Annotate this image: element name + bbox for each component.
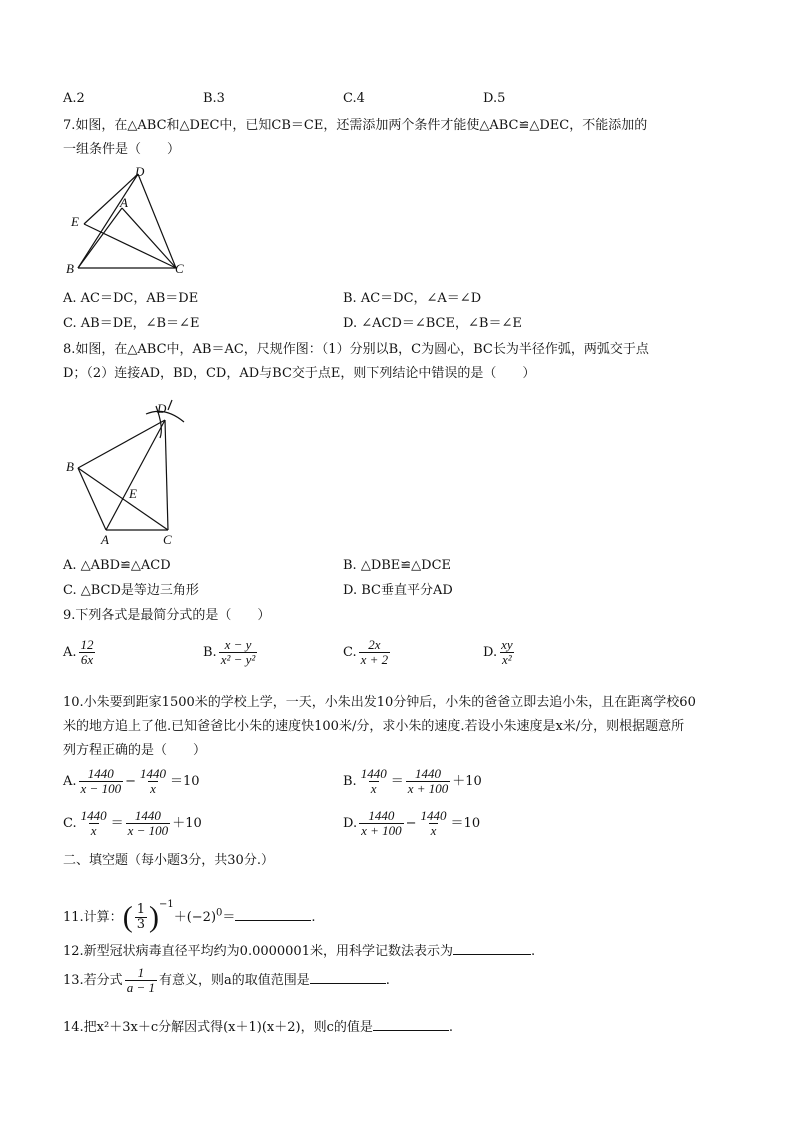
q14: 14.把x²＋3x＋c分解因式得(x＋1)(x＋2)，则c的值是 . [63, 1016, 453, 1037]
q8-option-a: A. △ABD≌△ACD [63, 558, 171, 573]
q8-label-a: A [101, 532, 109, 547]
q7-label-c: C [175, 261, 184, 276]
q9-option-c: C. $\frac{2x}{x + 2}$ [343, 637, 389, 667]
q7-label-d: D [135, 164, 145, 179]
q8-label-d: D [157, 401, 167, 416]
q8-label-b: B [66, 459, 74, 474]
q7-option-d: D. ∠ACD＝∠BCE，∠B＝∠E [343, 316, 522, 331]
q10-stem-line1: 10.小朱要到距家1500米的学校上学，一天，小朱出发10分钟后，小朱的爸爸立即去追小朱，且在距离学校60 [63, 695, 696, 710]
q6-option-d: D.5 [483, 91, 506, 106]
q13: 13.若分式 $\frac{1}{a - 1}$ 有意义，则a的取值范围是 . [63, 965, 390, 995]
q7-label-e: E [71, 214, 79, 229]
q7-option-a: A. AC＝DC，AB＝DE [63, 291, 199, 306]
q9-option-a: A. $\frac{12}{6x}$ [63, 637, 94, 667]
q8-figure [60, 392, 190, 547]
q10-stem-line3: 列方程正确的是（ ） [63, 743, 207, 758]
q9-option-d: D. $\frac{xy}{\text{x²}}$ [483, 637, 513, 667]
q10-option-c: C. $\frac{1440}{x}$ ＝ $\frac{1440}{x - 100}$ ＋10 [63, 808, 202, 838]
q7-label-b: B [66, 261, 74, 276]
q8-stem-line2: D；（2）连接AD，BD，CD，AD与BC交于点E，则下列结论中错误的是（ ） [63, 366, 536, 381]
q7-stem-line1: 7.如图，在△ABC和△DEC中，已知CB＝CE，还需添加两个条件才能使△ABC≌△DEC，不能添加的 [63, 118, 648, 133]
q7-figure [60, 162, 200, 282]
q7-option-c: C. AB＝DE，∠B＝∠E [63, 316, 200, 331]
q7-stem-line2: 一组条件是（ ） [63, 142, 181, 157]
q10-stem-line2: 米的地方追上了他.已知爸爸比小朱的速度快100米/分，求小朱的速度.若设小朱速度是x米/分，则根据题意所 [63, 719, 685, 734]
q8-option-b: B. △DBE≌△DCE [343, 558, 452, 573]
q10-option-d: D. $\frac{1440}{x + 100}$ − $\frac{1440}{x}$ ＝10 [343, 808, 481, 838]
q8-label-e: E [129, 486, 137, 501]
q14-answer-blank[interactable] [373, 1016, 449, 1031]
q9-stem: 9.下列各式是最简分式的是（ ） [63, 608, 271, 623]
q9-option-b: B. $\frac{x - y}{\text{x² − y²}}$ [203, 637, 256, 667]
q8-option-c: C. △BCD是等边三角形 [63, 583, 199, 598]
q10-option-a: A. $\frac{1440}{x - 100}$ − $\frac{1440}{x}$ ＝10 [63, 766, 200, 796]
q6-option-a: A.2 [63, 91, 85, 106]
q11: 11.计算：( $\frac{1}{3}$ )$^{-1}+(-2)^0=$ . [63, 899, 316, 934]
q11-answer-blank[interactable] [235, 920, 311, 921]
q6-option-b: B.3 [203, 91, 225, 106]
q7-label-a: A [120, 195, 128, 210]
q8-option-d: D. BC垂直平分AD [343, 583, 453, 598]
q8-stem-line1: 8.如图，在△ABC中，AB＝AC，尺规作图：（1）分别以B，C为圆心，BC长为半径作弧，两弧交于点 [63, 342, 649, 357]
q12-answer-blank[interactable] [453, 940, 531, 955]
q12: 12.新型冠状病毒直径平均约为0.0000001米，用科学记数法表示为 . [63, 940, 535, 961]
q10-option-b: B. $\frac{1440}{x}$ ＝ $\frac{1440}{x + 100}$ ＋10 [343, 766, 482, 796]
section-heading: 二、填空题（每小题3分，共30分.） [63, 853, 274, 868]
q8-label-c: C [163, 532, 172, 547]
q13-answer-blank[interactable] [310, 969, 386, 984]
q6-option-c: C.4 [343, 91, 365, 106]
q7-option-b: B. AC＝DC，∠A＝∠D [343, 291, 482, 306]
